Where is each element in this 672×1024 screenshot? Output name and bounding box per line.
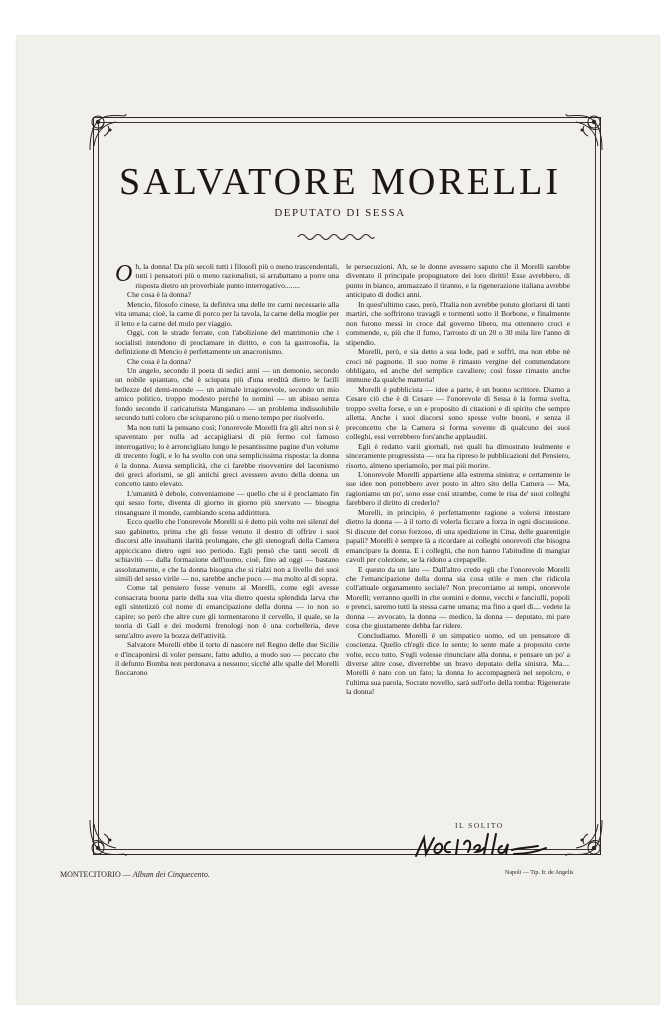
paragraph: Che cosa è la donna? xyxy=(127,356,192,366)
paragraph: In quest'ultimo caso, però, l'Italia non avrebbe potuto gloriarsi di tanti martiri, che soffrirono travagli e tormenti sotto il Borbone, e finalmente non furono messi in croce dal governo libero, ma ottennero croci e commende, e, più che il fumo, l'arrosto di un 20 o 30 mila lire l'anno di stipendio. xyxy=(346,299,570,347)
paragraph: Morelli, in principio, è perfettamente ragione a volersi intestare dietro la donna — à il torto di volerla ficcare a forza in ogni discussione. Si discute del corso forzoso, di una spedizione in Cina, delle guarentigie papali? Morelli è sempre là a ricordare ai colleghi onorevoli che bisogna emancipare la donna. E i colleghi, che non hanno l'abitudine di mangiar cavoli per colezione, se la ridono a crepapelle. xyxy=(346,507,570,565)
paragraph: Come tal pensiero fosse venuto al Morelli, come egli avesse consacrata buona parte della sua vita dietro questa splendida larva che egli sintetizzò col nome di emancipazione della donna — io non so capire; so però che altre cure gli tormentarono il cervello, il quale, se la teoria di Gall e dei moderni frenologi non è una corbelleria, deve senz'altro avere la bozza dell'attività. xyxy=(115,583,339,640)
paragraph: L'umanità è debole, conveniamone — quello che si è proclamato fin qui sesso forte, diventa di giorno in giorno più snervato — bisogna rinsanguare il mondo, cambiando scena addirittura. xyxy=(115,488,339,517)
paragraph: Salvatore Morelli ebbe il torto di nascere nel Regno delle due Sicilie e d'incaponirsi di voler pensare, fatto adulto, a modo suo — peccato che il defunto Bomba non perdonava a nessuno; sicché alle spalle del Morelli fioccarono xyxy=(115,640,339,678)
footer-printer: Napoli — Tip. fr. de Angelis xyxy=(505,870,574,876)
footer-publication: MONTECITORIO — Album dei Cinquecento. xyxy=(60,870,210,879)
paragraph: Ecco quello che l'onorevole Morelli si è detto più volte nei silenzi del suo gabinetto, prima che gli fosse venuto il destro di offrire i suoi discorsi alle insultanti ilarità prolungate, che gli stenografi della Camera appiccicano dietro ogni suo periodo. Egli pensò che tanti secoli di schiavitù — dalla formazione dell'uomo, cioè, fino ad oggi — bastano assolutamente, e che la donna bisogna che si rialzi non a livello dei suoi simili del sesso virile — no, sarebbe anche poco — ma molto al di sopra. xyxy=(115,517,339,583)
paragraph: Mencio, filosofo cinese, la definiva una delle tre carni necessarie alla vita umana; cioè, la carne di porco per la tavola, la carne della moglie per il letto e la carne del mulo per viaggio. xyxy=(115,299,339,328)
paragraph: Un angelo, secondo il poeta di sedici anni — un demonio, secondo un nobile spiantato, ché è sciupata più d'una eredità dietro le facili bellezze del demi-monde — un animale irragionevole, secondo un mio amico politico, troppo modesto perché lo nomini — un abisso senza fondo secondo il caricaturista Manganaro — un problema indissolubile secondo tutti coloro che sciuparono più o meno tempo per risolverlo. xyxy=(115,365,339,423)
paragraph: le persecuzioni. Ah, se le donne avessero saputo che il Morelli sarebbe diventato il principale propugnatore dei loro diritti! Esse avrebbero, di punto in bianco, ammazzato il tiranno, e la rigenerazione italiana avrebbe anticipato di dodici anni. xyxy=(346,262,570,300)
signature-label: IL SOLITO xyxy=(455,821,504,830)
corner-ornament-top-left xyxy=(86,110,130,154)
corner-ornament-bottom-right xyxy=(562,816,606,860)
page-title: SALVATORE MORELLI xyxy=(119,161,561,203)
paragraph: Oh, la donna! Da più secoli tutti i filosofi più o meno trascendentali, tutti i pensatori più o meno razionalisti, si arrabattano a porre una risposta dietro un proverbiale punto interrogativo........ xyxy=(115,261,339,290)
page-subtitle: DEPUTATO DI SESSA xyxy=(274,207,406,219)
paragraph: Ma non tutti la pensano così; l'onorevole Morelli fra gli altri non si è spaventato per nulla ad accapigliarsi di più fermo col famoso interrogativo; lo è arroncigliato lungo le pesantissime pagine d'un volume di trecento fogli, e lo ha svolto con una semplicissima risposta: la donna è la donna. Aurea semplicità, che ci farebbe risovvenire del laconismo dei greci aforismi, se gli antichi greci avessero avuto della donna un concetto tanto elevato. xyxy=(115,422,339,489)
paragraph: Oggi, con le strade ferrate, con l'abolizione del matrimonio che i socialisti intendono di proclamare in diritto, e con la gastrosofia, la definizione di Mencio è perfettamente un anacronismo. xyxy=(115,328,339,357)
paragraph: Morelli, però, e sia detto a sua lode, patì e soffrì, ma non ebbe nè croci nè pagnotte. Il suo nome è rimasto vergine del commendatore obbligato, ed anche del semplice cavaliere; così fosse rimasto anche immune da qualche matteria! xyxy=(346,347,570,385)
paragraph: Egli è redatto varii giornali, nei quali ha dimostrato lealmente e sinceramente progressista — ora ha ripreso le pubblicazioni del Pensiero, risorto, almeno speriamolo, per mai più morire. xyxy=(346,441,570,470)
paragraph: Morelli è pubblicista — idee a parte, è un buono scrittore. Diamo a Cesare ciò che è di Cesare — l'onorevole di Sessa è la forma svelta, troppo svelta forse, e un e proposito di citazioni e di spirito che sempre alletta. Anche i suoi discorsi sono spesse volte buoni, e senza il preconcetto che la Camera si forma sovente di qualcuno dei suoi colleghi, essi verrebbero fors'anche applauditi. xyxy=(346,384,570,442)
article-column-left xyxy=(115,262,339,678)
article-column-right xyxy=(346,262,570,697)
paragraph: Che cosa è la donna? xyxy=(127,290,192,300)
paragraph: Concludiamo. Morelli è un simpatico uomo, ed un pensatore di coscienza. Quello ch'egli dice lo sente; lo sente male a proposito certe volte, ecco tutto. S'egli volesse rinunciare alla donna, e pensare un po' a diverse altre cose, diverrebbe un bravo deputato della sinistra. Ma.... Morelli è nato con un fato; la donna lo accompagnerà nel sepolcro, e l'ultima sua parola, Socrate novello, sarà sull'orlo della tomba: Rigenerate la donna! xyxy=(346,630,570,697)
corner-ornament-top-right xyxy=(562,110,606,154)
handwritten-signature xyxy=(410,832,550,860)
corner-ornament-bottom-left xyxy=(86,816,130,860)
paragraph: L'onorevole Morelli appartiene alla estrema sinistra; e certamente le sue idee non potrebbero aver posto in altro sito della Camera — Ma, ragioniamo un po', sono esse così strambe, come le risa de' suoi colleghi farebbero il diritto di crederlo? xyxy=(346,469,570,508)
drop-cap: O xyxy=(115,261,133,287)
title-flourish xyxy=(296,230,376,244)
paragraph: E questo da un lato — Dall'altro credo egli che l'onorevole Morelli che l'emancipazione della donna sia cosa utile e men che ridicola coll'attuale organamento sociale? Non precorriamo ai tempi, onorevole Morelli; verranno quelli in che uomini e donne, vecchi e fanciulli, popoli e prenci, saremo tutti la stessa carne umana; ma fino a quel dì.... vedete la donna — avvocato, la donna — medico, la donna — deputato, mi pare cosa che giustamente debba far ridere. xyxy=(346,564,570,631)
